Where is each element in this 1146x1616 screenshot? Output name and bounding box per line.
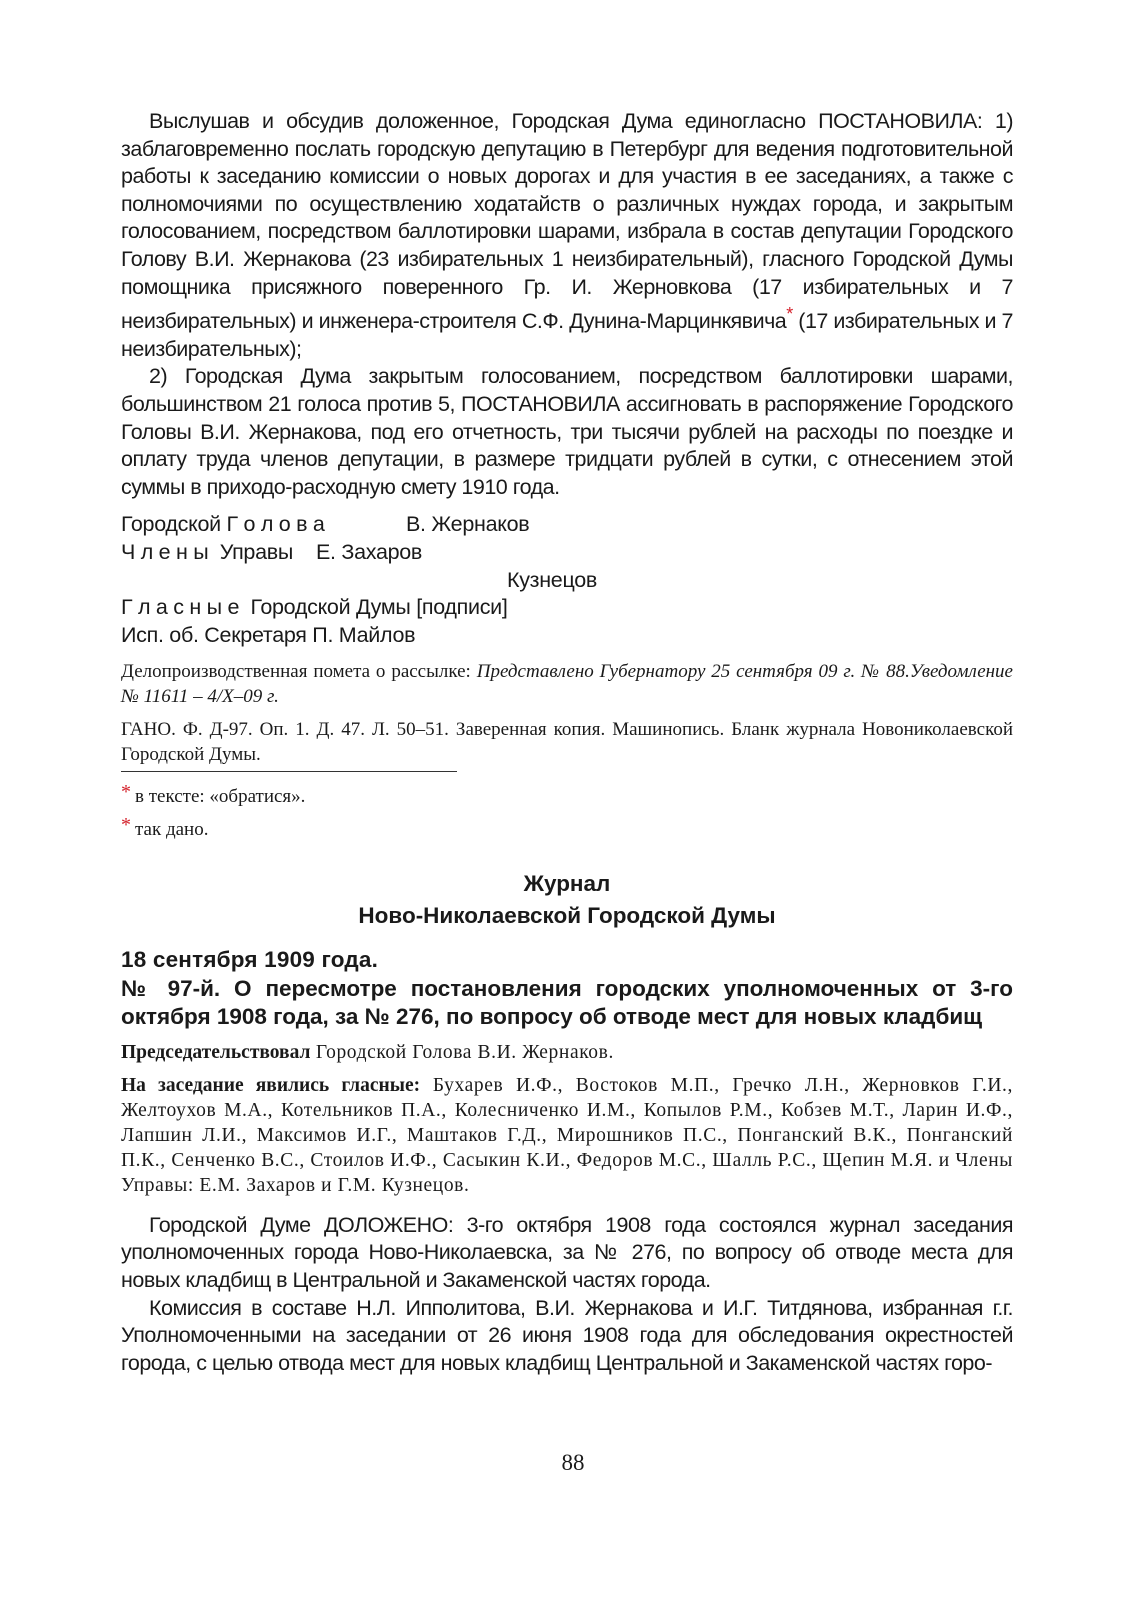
dispatch-note — [121, 659, 1013, 709]
dispatch-label: Делопроизводственная помета о рассылке: — [121, 661, 477, 683]
resolution-paragraph-2: 2) Городская Дума закрытым голосованием, посредством баллотировки шарами, большинством 21 голоса против 5, ПОСТАНОВИЛА ассигновать в распоряжение Городского Головы В.И. Жернакова, под его отчетность, три тысячи рублей на расходы по поездке и оплату труда членов депутации, в размере тридцати рублей в сутки, с отнесением этой суммы в приходо-расходную смету 1910 года. — [121, 364, 1013, 499]
resolution-paragraph-1 — [121, 108, 1013, 363]
footnote-2 — [121, 811, 1013, 844]
attendees — [121, 1073, 1013, 1198]
report-paragraph-1: Городской Думе ДОЛОЖЕНО: 3-го октября 1908 года состоялся журнал заседания уполномоченных города Ново-Николаевска, за № 276, по вопросу об отводе места для новых кладбищ в Центральной и Закаменской частях города. — [121, 1212, 1013, 1292]
deputies-line: Г л а с н ы е Городской Думы [подписи] — [121, 595, 508, 620]
journal-subtitle: Ново-Николаевской Городской Думы — [358, 903, 776, 929]
resolution-text-1: Выслушав и обсудив доложенное, Городская Дума единогласно ПОСТАНОВИЛА: 1) заблаговременно послать городскую депутацию в Петербург для ведения подготовительной работы к заседанию комиссии о новых дорогах и для участия в ее заседаниях, а также с полномочиями по осуществлению ходатайств о различных нуждах города, и закрытым голосованием, посредством баллотировки шарами, избрала в состав депутации Городского Голову В.И. Жернакова (23 избирательных 1 неизбирательный), гласного Городской Думы помощника присяжного поверенного Гр. И. Жерновкова (17 избирательных и 7 неизбирательных) и инженера-строителя С.Ф. Дунина-Марцинкявича — [121, 109, 1013, 334]
dispatch-text: Представлено Губернатору 25 сентября 09 г. № 88.Уведомление № 11611 – 4/X–09 г. — [121, 661, 1013, 708]
archive-reference: ГАНО. Ф. Д-97. Оп. 1. Д. 47. Л. 50–51. Заверенная копия. Машинопись. Бланк журнала Новониколаевской Городской Думы. — [121, 719, 1013, 766]
report-paragraph-2: Комиссия в составе Н.Л. Ипполитова, В.И. Жернакова и И.Г. Титдянова, избранная г.г. Уполномоченными на заседании от 26 июня 1908 года для обследования окрестностей города, с целью отвода мест для новых кладбищ Центральной и Закаменской частях горо- — [121, 1295, 1013, 1375]
footnote-divider — [121, 771, 457, 772]
document-page — [121, 108, 1013, 1377]
board-role: Ч л е н ы Управы — [121, 539, 294, 564]
footnote-1 — [121, 778, 1013, 811]
secretary-line: Исп. об. Секретаря П. Майлов — [121, 622, 416, 647]
agenda-heading: № 97-й. О пересмотре постановления городских уполномоченных от 3-го октября 1908 года, за № 276, по вопросу об отводе мест для новых кладбищ — [121, 975, 1013, 1030]
session-date: 18 сентября 1909 года. — [121, 947, 379, 973]
attendees-text: Бухарев И.Ф., Востоков М.П., Гречко Л.Н., Жерновков Г.И., Желтоухов М.А., Котельников П.А., Колесниченко И.М., Копылов Р.М., Кобзев М.Т., Ларин И.Ф., Лапшин Л.И., Максимов И.Г., Маштаков Г.Д., Мирошников П.С., Понганский В.К., Понганский П.К., Сенченко В.С., Стоилов И.Ф., Сасыкин К.И., Федоров М.С., Шалль Р.С., Щепин М.Я. и Члены Управы: Е.М. Захаров и Г.М. Кузнецов. — [121, 1074, 1013, 1196]
footnote-text: так дано. — [135, 819, 209, 841]
attendees-label: На заседание явились гласные: — [121, 1074, 421, 1096]
footnote-text: в тексте: «обратися». — [135, 786, 306, 808]
signature-block — [121, 511, 1013, 649]
mayor-name: В. Жернаков — [406, 512, 530, 537]
footnote-marker: * — [121, 781, 131, 804]
chaired-by — [121, 1040, 1013, 1065]
mayor-role: Городской Г о л о в а — [121, 512, 325, 537]
footnote-marker: * — [786, 304, 793, 325]
journal-title: Журнал — [523, 871, 611, 897]
board-name-2: Кузнецов — [507, 567, 598, 592]
board-name-1: Е. Захаров — [316, 539, 423, 564]
footnote-marker: * — [121, 814, 131, 837]
chaired-label: Председательствовал — [121, 1041, 311, 1063]
page-number: 88 — [561, 1450, 585, 1475]
resolution-text-1-tail: (17 избирательных и 7 неизбирательных); — [121, 309, 1013, 361]
chaired-text: Городской Голова В.И. Жернаков. — [310, 1041, 614, 1063]
